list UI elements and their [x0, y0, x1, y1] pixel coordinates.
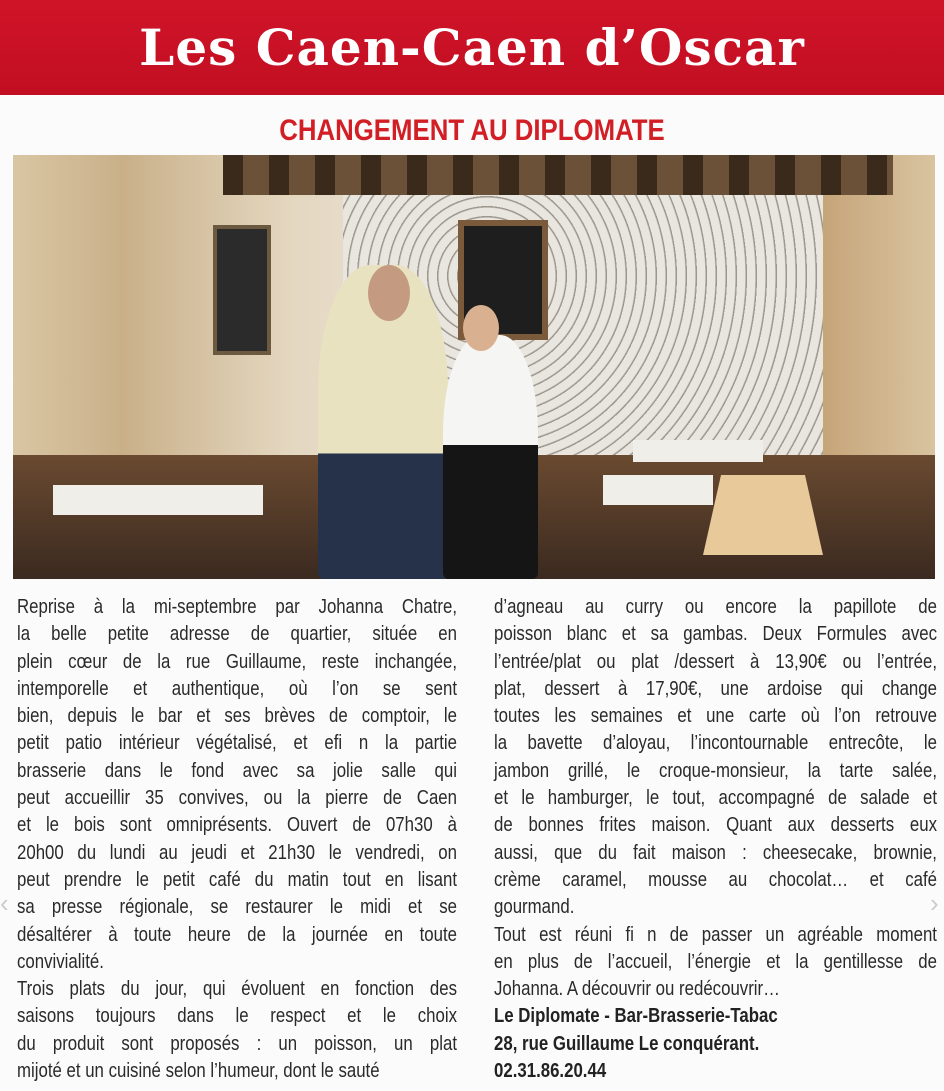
text-line-content: désaltérer à toute heure de la journée en toute: [17, 922, 457, 946]
text-line: [17, 1057, 457, 1084]
text-line-content: la bavette d’aloyau, l’incontournable entrecôte, le: [494, 731, 937, 755]
table: [603, 475, 713, 505]
text-line: [17, 784, 457, 811]
text-line-content: la belle petite adresse de quartier, située en: [17, 622, 457, 646]
text-line-content: bien, depuis le bar et ses brèves de comptoir, le: [17, 704, 457, 728]
text-line: [17, 648, 457, 675]
article-column-left: [17, 593, 457, 1084]
text-line: [17, 948, 457, 975]
table: [633, 440, 763, 462]
text-line-content: d’agneau au curry ou encore la papillote de: [494, 595, 937, 618]
text-line-content: plat, dessert à 17,90€, une ardoise qui change: [494, 676, 937, 700]
column-title: Les Caen-Caen d’Oscar: [139, 18, 805, 77]
text-line: [494, 702, 937, 729]
ceiling-beams: [223, 155, 893, 195]
contact-address: [494, 1030, 937, 1057]
text-line: [17, 593, 457, 620]
woman-figure: [443, 335, 538, 579]
contact-phone-text: 02.31.86.20.44: [494, 1059, 607, 1083]
next-page-arrow-icon[interactable]: ›: [930, 888, 939, 918]
text-line-content: petit patio intérieur végétalisé, et efi n la partie: [17, 731, 457, 755]
contact-phone: [494, 1057, 937, 1084]
text-line: [494, 811, 937, 838]
text-line: [494, 866, 937, 893]
text-line-content: et le hamburger, le tout, accompagné de salade et: [494, 786, 937, 810]
wall-painting: [213, 225, 271, 355]
text-line: [494, 757, 937, 784]
text-line-content: intemporelle et authentique, où l’on se sent: [17, 676, 457, 700]
text-line: [494, 729, 937, 756]
text-line-content: brasserie dans le fond avec sa jolie salle qui: [17, 758, 457, 782]
text-line-content: du produit sont proposés : un poisson, un plat: [17, 1031, 457, 1055]
text-line-content: saisons toujours dans le respect et le choix: [17, 1004, 457, 1028]
header-banner: [0, 0, 944, 95]
text-line: [494, 620, 937, 647]
article-headline: CHANGEMENT AU DIPLOMATE: [279, 114, 665, 147]
text-line: [494, 784, 937, 811]
text-line-content: gourmand.: [494, 895, 575, 919]
man-head: [368, 265, 410, 321]
text-line-content: crème caramel, mousse au chocolat… et café: [494, 867, 937, 891]
prev-page-arrow-icon[interactable]: ‹: [0, 888, 9, 918]
text-line-content: Trois plats du jour, qui évoluent en fonction des: [17, 977, 457, 1001]
woman-head: [463, 305, 499, 351]
table: [53, 485, 263, 515]
text-line: [17, 729, 457, 756]
text-line: [494, 675, 937, 702]
text-line-content: 20h00 du lundi au jeudi et 21h30 le vendredi, on: [17, 840, 457, 864]
text-line-content: convivialité.: [17, 949, 104, 973]
text-line: [494, 948, 937, 975]
text-line: [17, 757, 457, 784]
text-line: [494, 839, 937, 866]
article-photo: [13, 155, 935, 579]
text-line-content: aussi, que du fait maison : cheesecake, brownie,: [494, 840, 937, 864]
text-line-content: et le bois sont omniprésents. Ouvert de 07h30 à: [17, 813, 457, 837]
text-line: [17, 839, 457, 866]
text-line: [17, 811, 457, 838]
text-line: [17, 1002, 457, 1029]
contact-name-text: Le Diplomate - Bar-Brasserie-Tabac: [494, 1004, 778, 1028]
text-line-content: peut prendre le petit café du matin tout en lisant: [17, 867, 457, 891]
text-line-content: poisson blanc et sa gambas. Deux Formules avec: [494, 622, 937, 646]
text-line-content: sa presse régionale, se restaurer le midi et se: [17, 895, 457, 919]
text-line-content: Tout est réuni ﬁ n de passer un agréable moment: [494, 922, 937, 946]
text-line-content: jambon grillé, le croque-monsieur, la tarte salée,: [494, 758, 937, 782]
text-line: [494, 648, 937, 675]
text-line-content: Reprise à la mi-septembre par Johanna Chatre,: [17, 595, 457, 618]
text-line-content: toutes les semaines et une carte où l’on retrouve: [494, 704, 937, 728]
text-line-content: en plus de l’accueil, l’énergie et la gentillesse de: [494, 949, 937, 973]
text-line: [494, 893, 937, 920]
text-line-content: mijoté et un cuisiné selon l’humeur, dont le sauté: [17, 1059, 380, 1083]
text-line-content: plein cœur de la rue Guillaume, reste inchangée,: [17, 649, 457, 673]
table-lamp: [703, 475, 823, 555]
text-line: [494, 921, 937, 948]
article-column-right: [494, 593, 937, 1084]
text-line: [17, 620, 457, 647]
contact-address-text: 28, rue Guillaume Le conquérant.: [494, 1031, 760, 1055]
text-line-content: de bonnes frites maison. Quant aux desserts eux: [494, 813, 937, 837]
text-line: [17, 675, 457, 702]
text-line: [17, 975, 457, 1002]
text-line: [17, 921, 457, 948]
text-line: [17, 893, 457, 920]
text-line: [17, 702, 457, 729]
text-line: [494, 975, 937, 1002]
text-line-content: peut accueillir 35 convives, ou la pierre de Caen: [17, 786, 457, 810]
contact-name: [494, 1002, 937, 1029]
text-line: [17, 866, 457, 893]
text-line: [494, 593, 937, 620]
text-line-content: Johanna. A découvrir ou redécouvrir…: [494, 977, 780, 1001]
text-line-content: l’entrée/plat ou plat /dessert à 13,90€ ou l’entrée,: [494, 649, 937, 673]
text-line: [17, 1030, 457, 1057]
